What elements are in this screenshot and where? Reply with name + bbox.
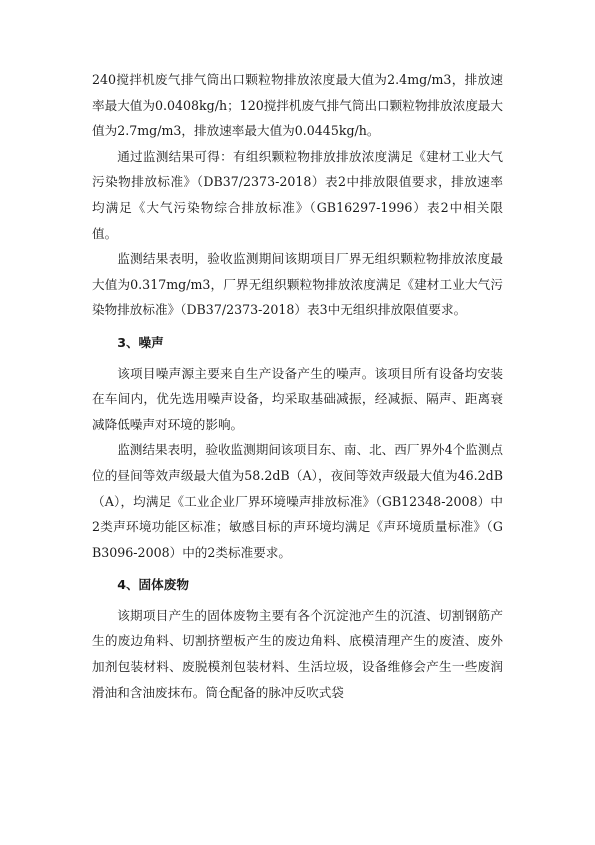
section-heading-noise: 3、噪声 bbox=[117, 334, 164, 350]
paragraph-noise-sources: 该项目噪声源主要来自生产设备产生的噪声。该项目所有设备均安装在车间内，优先选用噪声设备，均采取基础减振，经减振、隔声、距离衰减降低噪声对环境的影响。 bbox=[92, 365, 503, 432]
section-heading-solid-waste: 4、固体废物 bbox=[117, 577, 189, 593]
spacer bbox=[92, 565, 503, 572]
paragraph-organized-emission-compliance: 通过监测结果可得：有组织颗粒物排放排放浓度满足《建材工业大气污染物排放标准》（DB37/2373-2018）表2中排放限值要求，排放速率均满足《大气污染物综合排放标准》（GB16297-1996）表2中相关限值。 bbox=[92, 148, 503, 241]
paragraph-solid-waste: 该期项目产生的固体废物主要有各个沉淀池产生的沉渣、切割钢筋产生的废边角料、切割挤塑板产生的废边角料、底模清理产生的废渣、废外加剂包装材料、废脱模剂包装材料、生活垃圾，设备维修会产生一些废润滑油和含油废抹布。筒仓配备的脉冲反吹式袋 bbox=[92, 607, 503, 700]
spacer bbox=[92, 323, 503, 330]
paragraph-unorganized-emission-results: 监测结果表明，验收监测期间该期项目厂界无组织颗粒物排放浓度最大值为0.317mg/m3，厂界无组织颗粒物排放浓度满足《建材工业大气污染物排放标准》（DB37/2373-2018）表3中无组织排放限值要求。 bbox=[92, 251, 503, 318]
paragraph-noise-monitoring-results: 监测结果表明，验收监测期间该项目东、南、北、西厂界外4个监测点位的昼间等效声级最大值为58.2dB（A），夜间等效声级最大值为46.2dB（A），均满足《工业企业厂界环境噪声排放标准》（GB12348-2008）中2类声环境功能区标准；敏感目标的声环境均满足《声环境质量标准》（GB3096-2008）中的2类标准要求。 bbox=[92, 442, 504, 560]
paragraph-emission-results: 240搅拌机废气排气筒出口颗粒物排放浓度最大值为2.4mg/m3，排放速率最大值为0.0408kg/h；120搅拌机废气排气筒出口颗粒物排放浓度最大值为2.7mg/m3，排放速率最大值为0.0445kg/h。 bbox=[92, 72, 503, 139]
